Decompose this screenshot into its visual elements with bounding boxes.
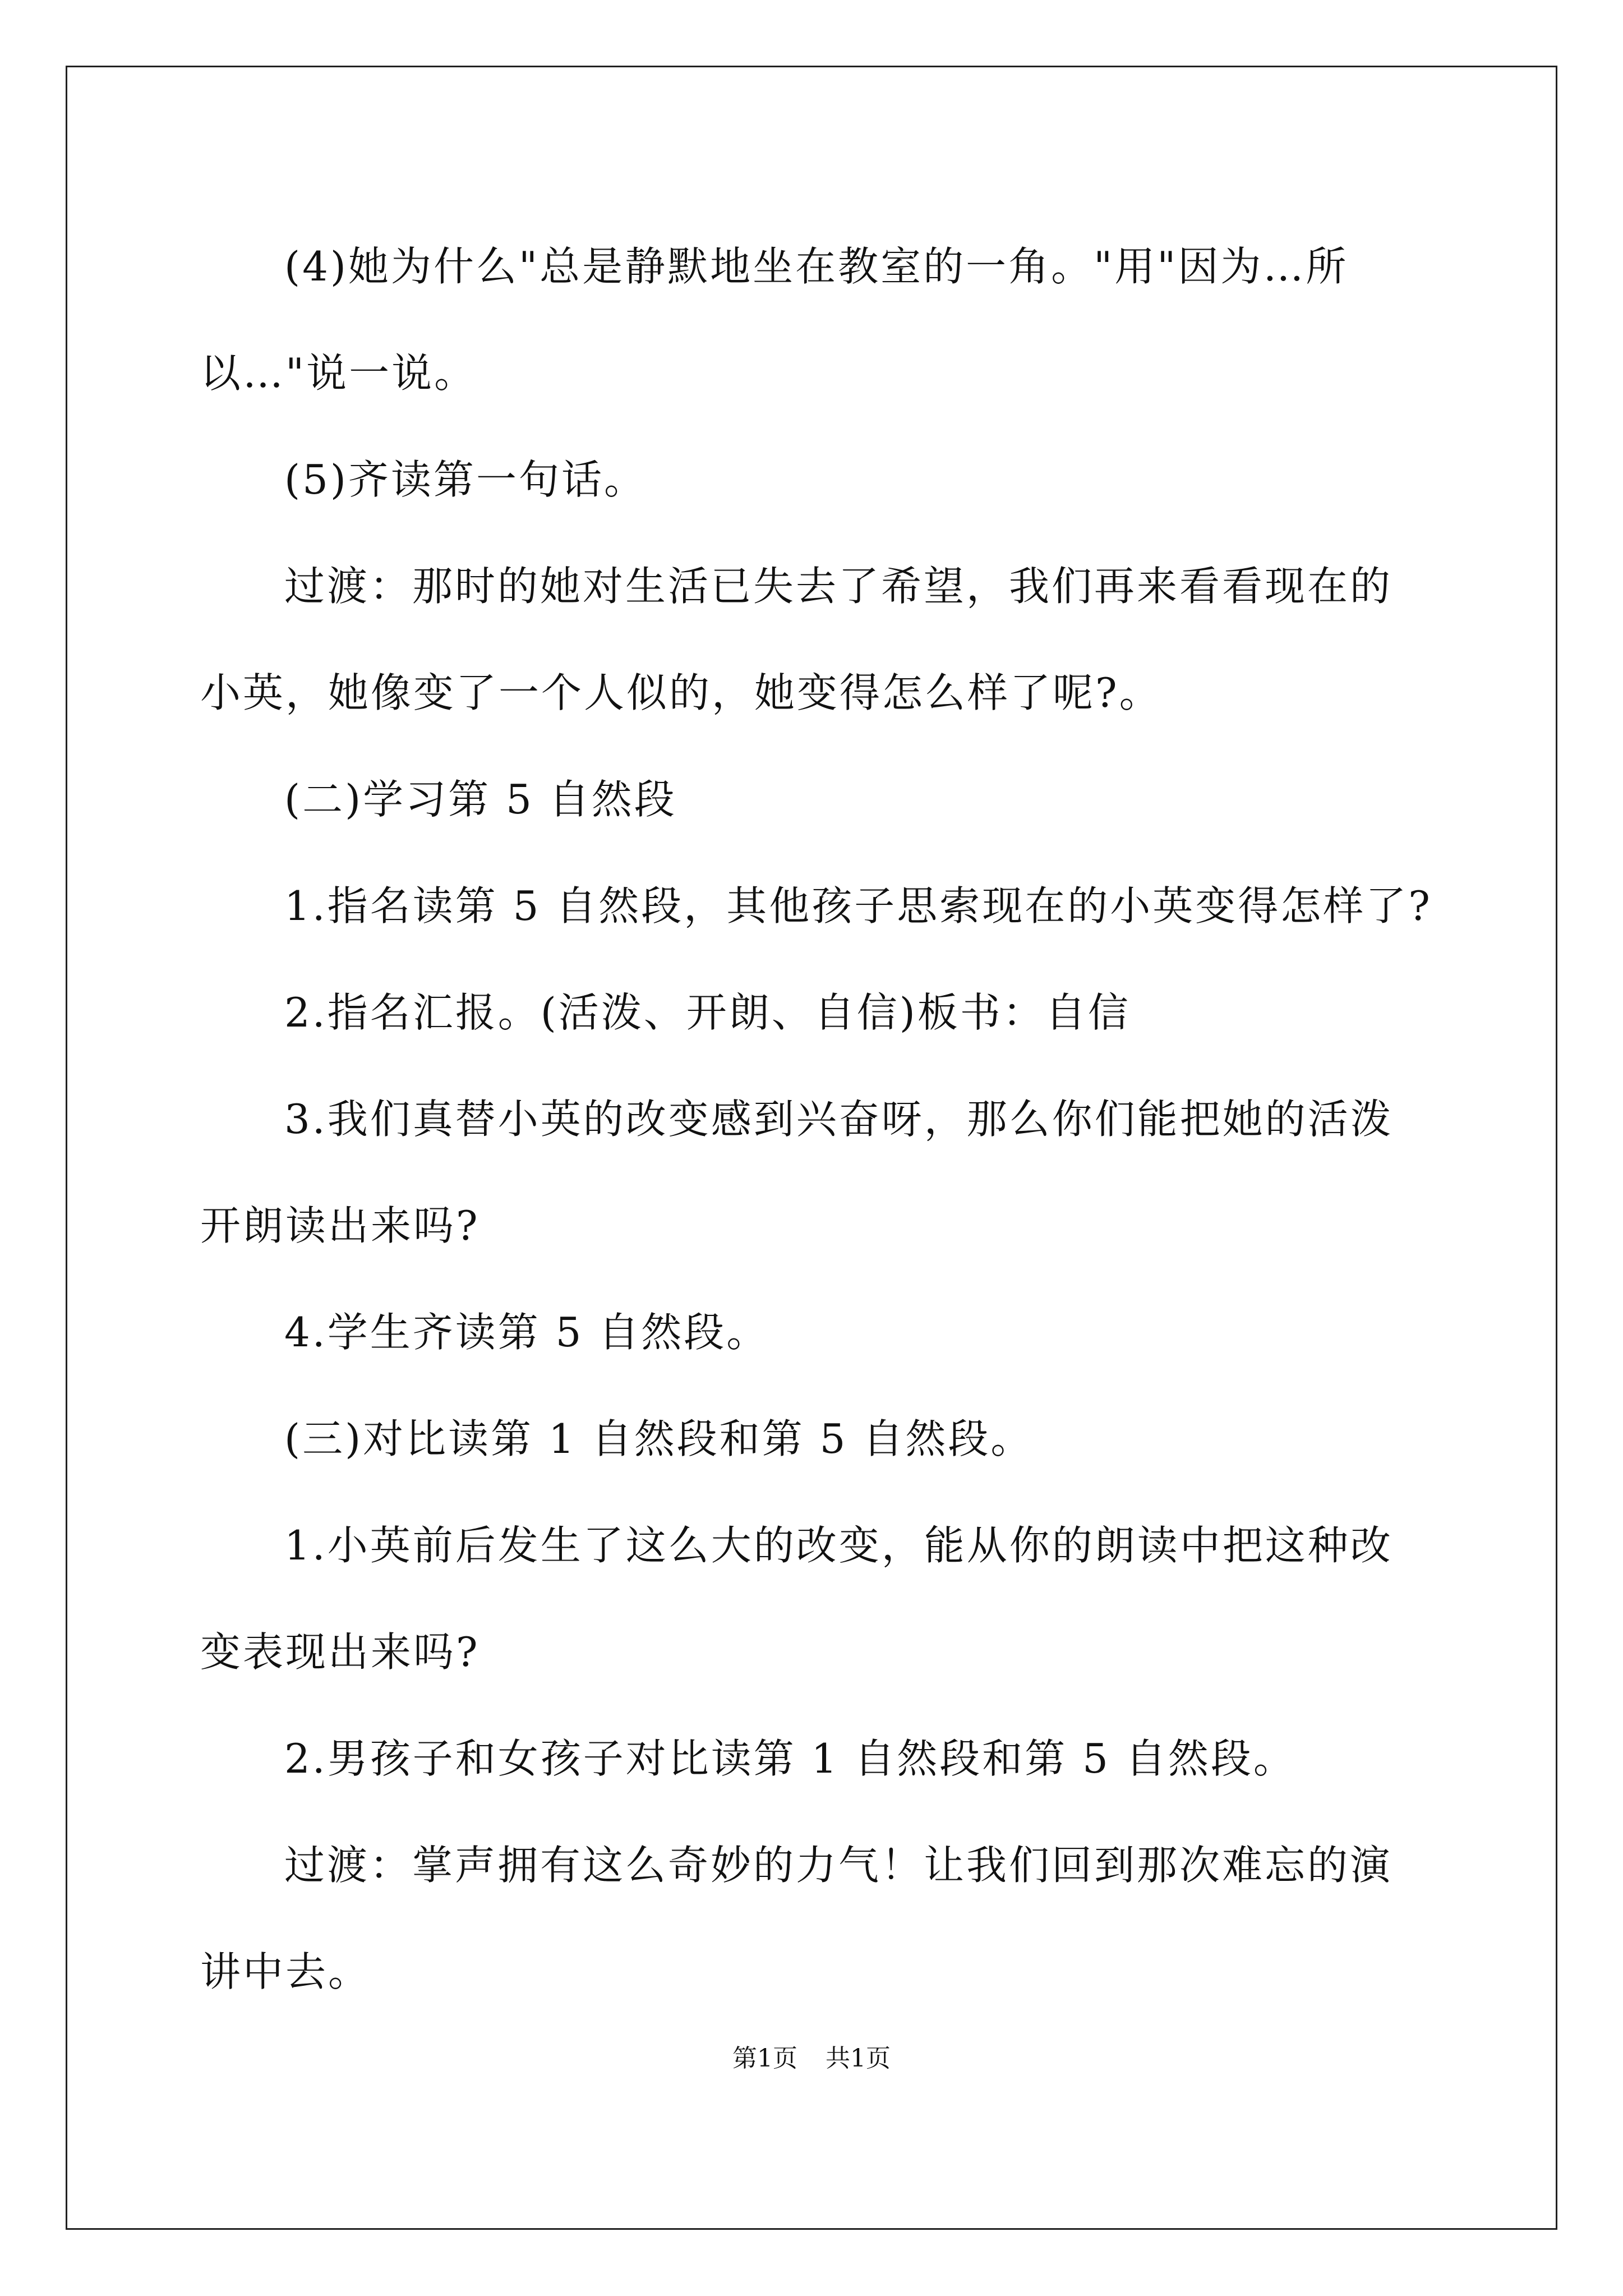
document-body (200, 213, 1434, 2025)
paragraph: 1.指名读第 5 自然段，其他孩子思索现在的小英变得怎样了? (284, 882, 1432, 930)
section-heading: (二)学习第 5 自然段 (284, 776, 677, 823)
paragraph: 2.男孩子和女孩子对比读第 1 自然段和第 5 自然段。 (284, 1735, 1296, 1782)
paragraph: 3.我们真替小英的改变感到兴奋呀，那么你们能把她的活泼开朗读出来吗? (200, 1096, 1393, 1249)
section-heading: (三)对比读第 1 自然段和第 5 自然段。 (284, 1415, 1034, 1462)
paragraph: 过渡：那时的她对生活已失去了希望，我们再来看看现在的小英，她像变了一个人似的，她变得怎么样了呢?。 (200, 563, 1393, 716)
paragraph: 2.指名汇报。(活泼、开朗、自信)板书：自信 (284, 989, 1131, 1036)
page-number: 第1页 (732, 2044, 797, 2073)
page-footer (0, 2042, 1623, 2076)
paragraph: (4)她为什么"总是静默地坐在教室的一角。"用"因为…所以…"说一说。 (200, 243, 1349, 397)
paragraph: (5)齐读第一句话。 (284, 456, 647, 503)
paragraph: 1.小英前后发生了这么大的改变，能从你的朗读中把这种改变表现出来吗? (200, 1522, 1393, 1676)
page-total: 共1页 (826, 2044, 891, 2073)
paragraph: 4.学生齐读第 5 自然段。 (284, 1309, 769, 1356)
paragraph: 过渡：掌声拥有这么奇妙的力气！让我们回到那次难忘的演讲中去。 (200, 1842, 1393, 1995)
